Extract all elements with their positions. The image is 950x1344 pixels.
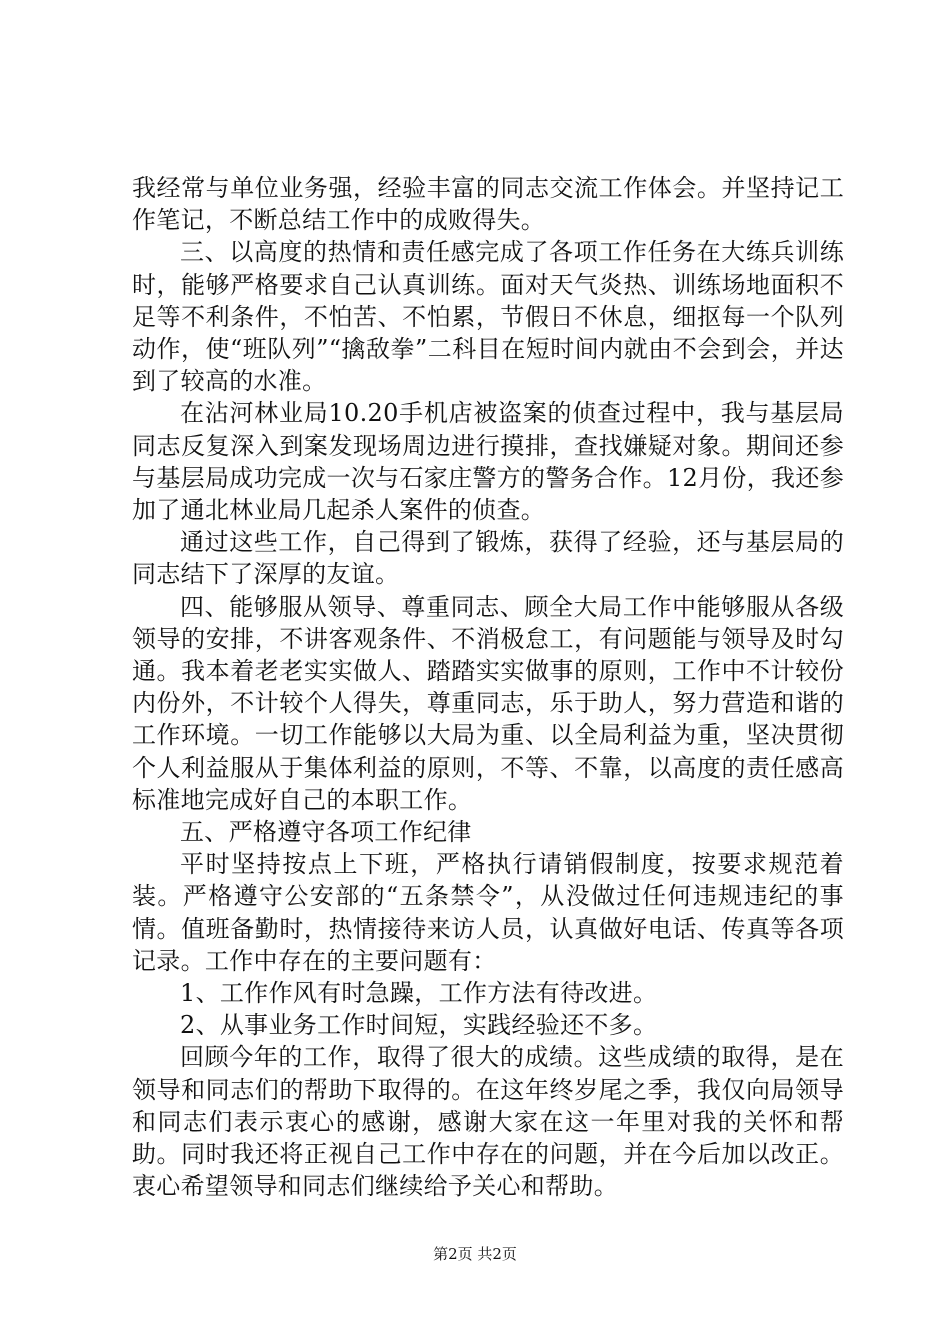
paragraph-10: 回顾今年的工作，取得了很大的成绩。这些成绩的取得，是在领导和同志们的帮助下取得的。在这年终岁尾之季，我仅向局领导和同志们表示衷心的感谢，感谢大家在这一年里对我的关怀和帮助。同时我还将正视自己工作中存在的问题，并在今后加以改正。衷心希望领导和同志们继续给予关心和帮助。 <box>132 1043 844 1201</box>
paragraph-2: 三、以高度的热情和责任感完成了各项工作任务在大练兵训练时，能够严格要求自己认真训练。面对天气炎热、训练场地面积不足等不利条件，不怕苦、不怕累，节假日不休息，细抠每一个队列动作，使“班队列”“擒敌拳”二科目在短时间内就由不会到会，并达到了较高的水准。 <box>132 238 844 396</box>
section-heading-5: 五、严格遵守各项工作纪律 <box>180 818 472 847</box>
issue-item-2: 2、从事业务工作时间短，实践经验还不多。 <box>180 1011 658 1040</box>
issue-item-1: 1、工作作风有时急躁，工作方法有待改进。 <box>180 979 658 1008</box>
paragraph-7: 平时坚持按点上下班，严格执行请销假制度，按要求规范着装。严格遵守公安部的“五条禁令”，从没做过任何违规违纪的事情。值班备勤时，热情接待来访人员，认真做好电话、传真等各项记录。工作中存在的主要问题有： <box>132 850 844 975</box>
paragraph-5: 四、能够服从领导、尊重同志、顾全大局工作中能够服从各级领导的安排，不讲客观条件、不消极怠工，有问题能与领导及时勾通。我本着老老实实做人、踏踏实实做事的原则，工作中不计较份内份外，不计较个人得失，尊重同志，乐于助人，努力营造和谐的工作环境。一切工作能够以大局为重、以全局利益为重，坚决贯彻个人利益服从于集体利益的原则，不等、不靠，以高度的责任感高标准地完成好自己的本职工作。 <box>132 592 844 814</box>
page-footer: 第2页 共2页 <box>433 1245 517 1263</box>
document-body <box>132 172 844 1203</box>
paragraph-1: 我经常与单位业务强，经验丰富的同志交流工作体会。并坚持记工作笔记，不断总结工作中的成败得失。 <box>132 174 844 235</box>
paragraph-4: 通过这些工作，自己得到了锻炼，获得了经验，还与基层局的同志结下了深厚的友谊。 <box>132 528 844 589</box>
paragraph-3: 在沾河林业局10.20手机店被盗案的侦查过程中，我与基层局同志反复深入到案发现场周边进行摸排，查找嫌疑对象。期间还参与基层局成功完成一次与石家庄警方的警务合作。12月份，我还参加了通北林业局几起杀人案件的侦查。 <box>132 399 844 525</box>
